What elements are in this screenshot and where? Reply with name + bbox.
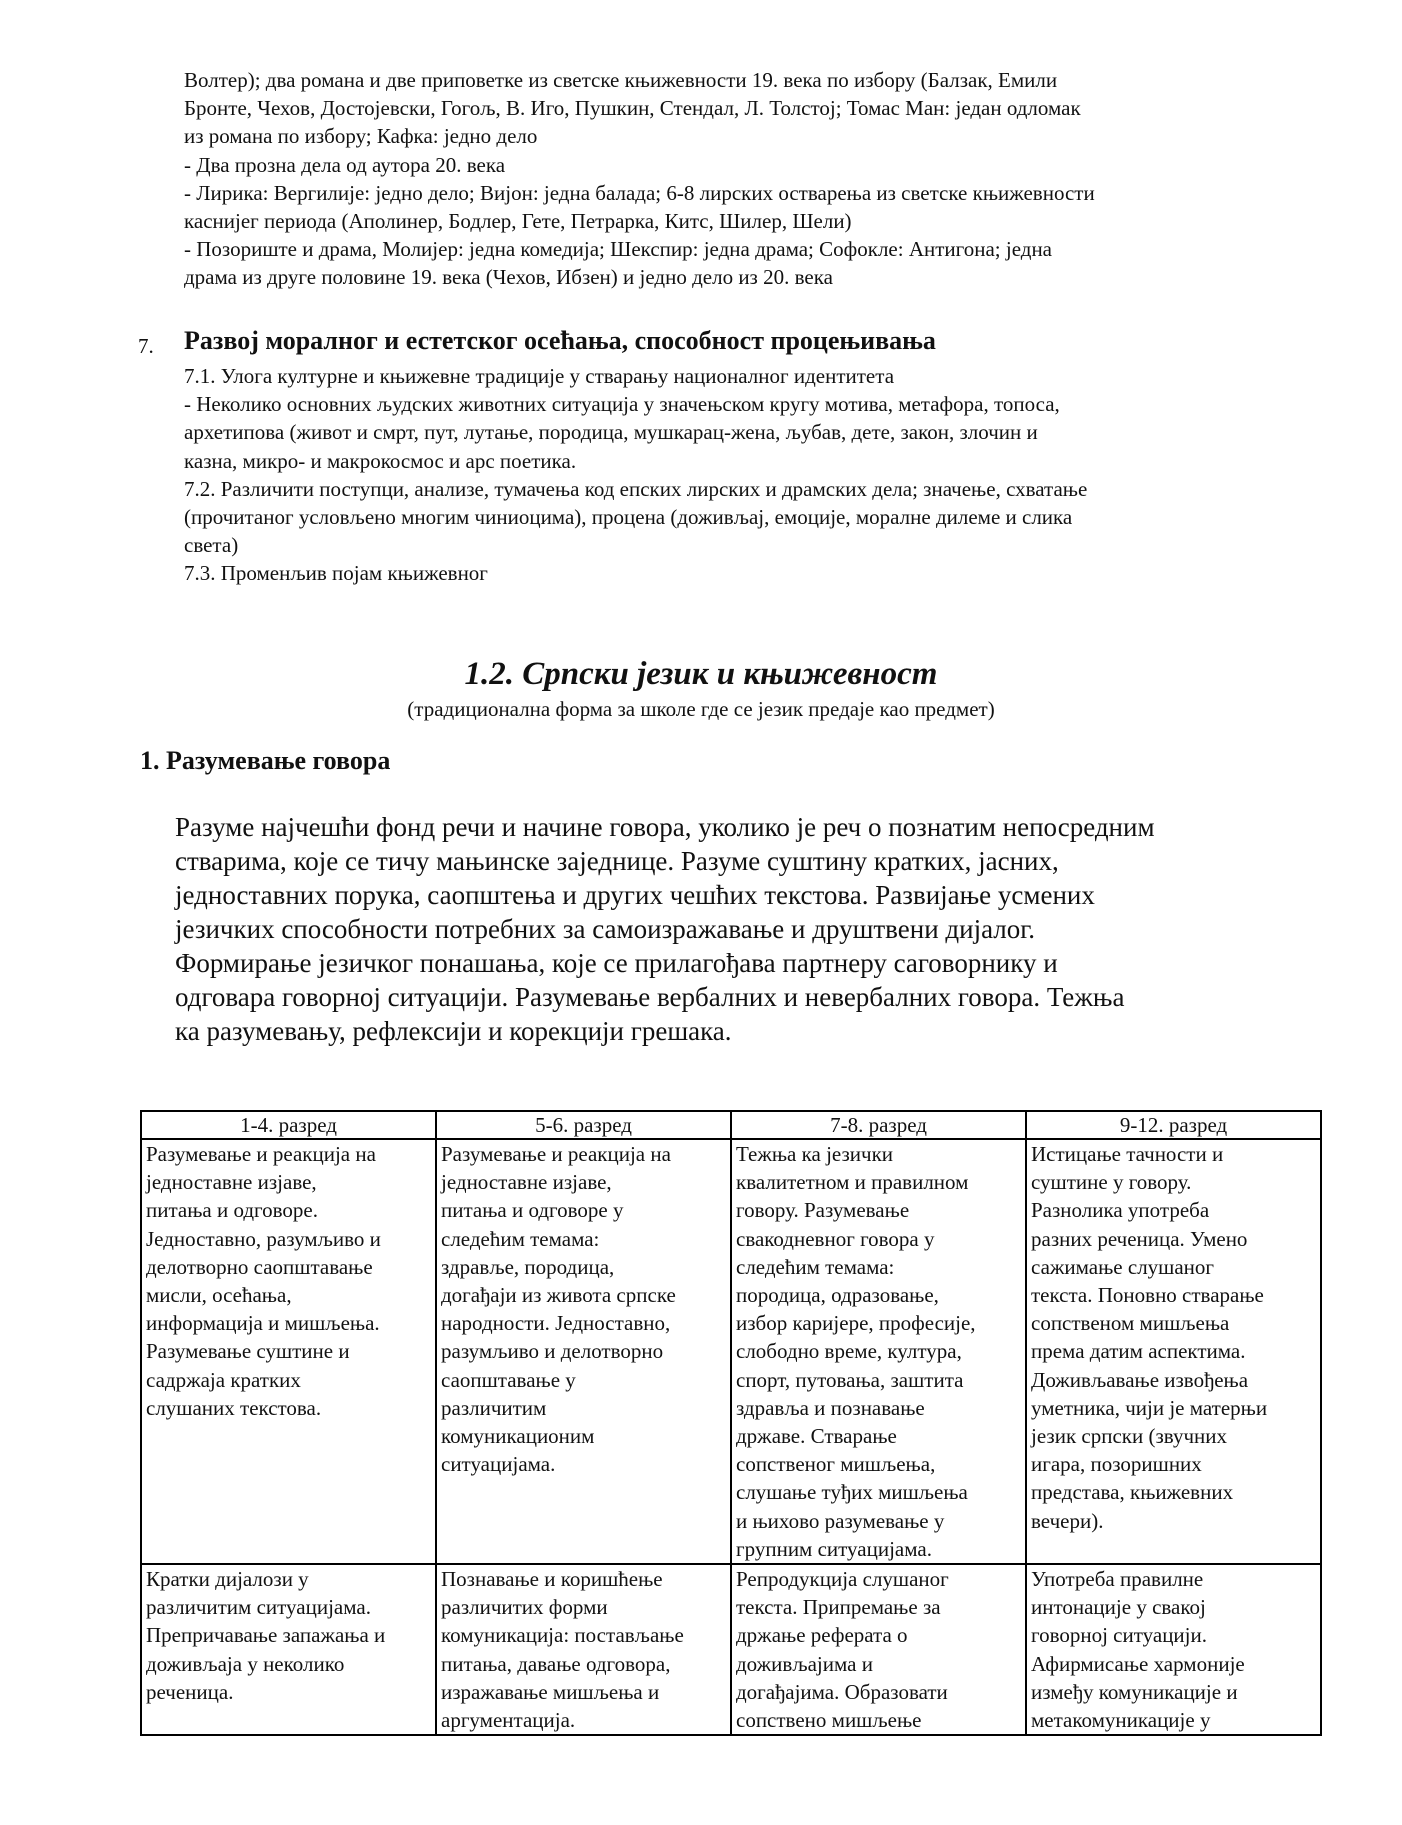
table-cell-grade-9-12 [1026, 1564, 1321, 1735]
literature-list-continuation [184, 66, 1264, 292]
cell-line: Афирмисање хармоније [1031, 1651, 1245, 1676]
text-line: ка разумевању, рефлексији и корекцији грешака. [175, 1016, 732, 1046]
cell-line: Разнолика употреба [1031, 1198, 1210, 1223]
cell-line: разумљиво и делотворно [441, 1339, 664, 1364]
column-header-grade-5-6: 5-6. разред [436, 1111, 731, 1139]
cell-line: вечери). [1031, 1508, 1104, 1533]
cell-line: државе. Стварање [736, 1424, 897, 1449]
cell-line: аргументација. [441, 1708, 576, 1733]
text-line: одговара говорној ситуацији. Разумевање вербалних и невербалних говора. Тежња [175, 982, 1125, 1012]
cell-line: држање реферата о [736, 1623, 908, 1648]
text-line: 7.3. Променљив појам књижевног [184, 561, 488, 586]
text-line: - Два прозна дела од аутора 20. века [184, 152, 506, 177]
text-line: 7.1. Улога културне и књижевне традиције у стварању националног идентитета [184, 364, 895, 388]
subsection-header [0, 654, 1402, 722]
column-header-grade-9-12: 9-12. разред [1026, 1111, 1321, 1139]
cell-line: метакомуникације у [1031, 1708, 1211, 1733]
text-line: каснијег периода (Аполинер, Бодлер, Гете, Петрарка, Китс, Шилер, Шели) [184, 209, 852, 234]
cell-line: представа, књижевних [1031, 1480, 1234, 1505]
cell-line: здравља и познавање [736, 1395, 925, 1420]
cell-line: различитих форми [441, 1595, 608, 1620]
table-cell-grade-1-4 [141, 1139, 436, 1564]
cell-line: Разумевање и реакција на [441, 1142, 671, 1166]
cell-line: слушање туђих мишљења [736, 1480, 968, 1505]
cell-line: игара, позоришних [1031, 1452, 1202, 1477]
text-line: - Лирика: Вергилије: једно дело; Вијон: једна балада; 6-8 лирских остварења из светске књижевности [184, 180, 1095, 205]
cell-line: и њихово разумевање у [736, 1508, 945, 1533]
cell-line: следећим темама: [441, 1226, 600, 1251]
cell-line: уметника, чији је матерњи [1031, 1395, 1268, 1420]
cell-line: Употреба правилне [1031, 1567, 1204, 1592]
cell-line: ситуацијама. [441, 1452, 556, 1477]
section-heading: Развој моралног и естетског осећања, способност процењивања [184, 326, 936, 355]
section-body [184, 362, 1274, 588]
cell-line: између комуникације и [1031, 1679, 1238, 1704]
section-1-paragraph [175, 810, 1285, 1048]
cell-line: текста. Припремање за [736, 1595, 941, 1620]
cell-line: Истицање тачности и [1031, 1142, 1224, 1166]
text-line: драма из друге половине 19. века (Чехов, Ибзен) и једно дело из 20. века [184, 265, 833, 290]
text-line: Разуме најчешћи фонд речи и начине говора, уколико је реч о познатим непосредним [175, 812, 1155, 842]
cell-line: спорт, путовања, заштита [736, 1367, 964, 1392]
table-cell-grade-9-12 [1026, 1139, 1321, 1564]
cell-line: здравље, породица, [441, 1254, 615, 1279]
cell-line: догађаји из живота српске [441, 1283, 676, 1308]
cell-line: различитим [441, 1395, 547, 1420]
cell-line: квалитетном и правилном [736, 1170, 969, 1195]
text-line: - Неколико основних људских животних ситуација у значењском кругу мотива, метафора, топоса, [184, 392, 1060, 417]
cell-line: Кратки дијалози у [146, 1567, 309, 1592]
table-cell-grade-5-6 [436, 1139, 731, 1564]
cell-line: сопственог мишљења, [736, 1452, 936, 1477]
cell-line: Репродукција слушаног [736, 1567, 949, 1592]
table-cell-grade-1-4 [141, 1564, 436, 1735]
cell-line: сажимање слушаног [1031, 1254, 1215, 1279]
text-line: казна, микро- и макрокосмос и арс поетика. [184, 448, 577, 473]
cell-line: следећим темама: [736, 1254, 895, 1279]
cell-line: према датим аспектима. [1031, 1339, 1246, 1364]
text-line: Формирање језичког понашања, које се прилагођава партнеру саговорнику и [175, 948, 1058, 978]
column-header-grade-1-4: 1-4. разред [141, 1111, 436, 1139]
cell-line: изражавање мишљења и [441, 1679, 660, 1704]
cell-line: слободно време, култура, [736, 1339, 962, 1364]
cell-line: саопштавање у [441, 1367, 576, 1392]
text-line: из романа по избору; Кафка: једно дело [184, 124, 538, 149]
cell-line: комуникација: постављање [441, 1623, 684, 1648]
cell-line: породица, одразовање, [736, 1283, 939, 1308]
cell-line: питања и одговоре у [441, 1198, 624, 1223]
cell-line: мисли, осећања, [146, 1283, 292, 1308]
cell-line: говору. Разумевање [736, 1198, 910, 1223]
cell-line: садржаја кратких [146, 1367, 301, 1392]
table-cell-grade-7-8 [731, 1139, 1026, 1564]
text-line: једноставних порука, саопштења и других чешћих текстова. Развијање усмених [175, 880, 1095, 910]
cell-line: комуникационим [441, 1424, 595, 1449]
cell-line: текста. Поновно стварање [1031, 1283, 1264, 1308]
cell-line: говорној ситуацији. [1031, 1623, 1207, 1648]
cell-line: сопственом мишљења [1031, 1311, 1230, 1336]
section-1-heading: 1. Разумевање говора [140, 746, 391, 775]
cell-line: народности. Једноставно, [441, 1311, 671, 1336]
cell-line: језик српски (звучних [1031, 1424, 1227, 1449]
cell-line: реченица. [146, 1679, 234, 1704]
table-header-row [141, 1111, 1321, 1139]
cell-line: групним ситуацијама. [736, 1536, 932, 1561]
cell-line: питања и одговоре. [146, 1198, 318, 1223]
cell-line: разних реченица. Умено [1031, 1226, 1248, 1251]
cell-line: питања, давање одговора, [441, 1651, 671, 1676]
text-line: Бронте, Чехов, Достојевски, Гогољ, В. Иго, Пушкин, Стендал, Л. Толстој; Томас Ман: један одломак [184, 96, 1081, 121]
cell-line: Препричавање запажања и [146, 1623, 386, 1648]
cell-line: Разумевање и реакција на [146, 1142, 376, 1166]
cell-line: информација и мишљења. [146, 1311, 380, 1336]
text-line: - Позориште и драма, Молијер: једна комедија; Шекспир: једна драма; Софокле: Антигона; једна [184, 237, 1053, 262]
text-line: Волтер); два романа и две приповетке из светске књижевности 19. века по избору (Балзак, Емили [184, 68, 1058, 92]
text-line: (прочитаног условљено многим чиниоцима), процена (доживљај, емоције, моралне дилеме и слика [184, 505, 1073, 530]
cell-line: интонације у свакој [1031, 1595, 1206, 1620]
subsection-title: 1.2. Српски језик и књижевност [464, 656, 938, 692]
table-cell-grade-5-6 [436, 1564, 731, 1735]
cell-line: Тежња ка језички [736, 1142, 894, 1166]
cell-line: доживљаја у неколико [146, 1651, 345, 1676]
cell-line: једноставне изјаве, [441, 1170, 612, 1195]
text-line: света) [184, 533, 239, 558]
table-row [141, 1564, 1321, 1735]
cell-line: Познавање и коришћење [441, 1567, 663, 1592]
cell-line: Једноставно, разумљиво и [146, 1226, 381, 1251]
cell-line: Разумевање суштине и [146, 1339, 350, 1364]
text-line: стварима, које се тичу мањинске заједнице. Разуме суштину кратких, јасних, [175, 846, 1059, 876]
cell-line: слушаних текстова. [146, 1395, 322, 1420]
column-header-grade-7-8: 7-8. разред [731, 1111, 1026, 1139]
cell-line: избор каријере, професије, [736, 1311, 976, 1336]
cell-line: Доживљавање извођења [1031, 1367, 1249, 1392]
text-line: архетипова (живот и смрт, пут, лутање, породица, мушкарац-жена, љубав, дете, закон, злочин и [184, 420, 1038, 445]
text-line: језичких способности потребних за самоизражавање и друштвени дијалог. [175, 914, 1036, 944]
cell-line: доживљајима и [736, 1651, 873, 1676]
cell-line: различитим ситуацијама. [146, 1595, 371, 1620]
cell-line: догађајима. Образовати [736, 1679, 948, 1704]
cell-line: једноставне изјаве, [146, 1170, 317, 1195]
cell-line: делотворно саопштавање [146, 1254, 373, 1279]
grade-table [140, 1110, 1322, 1736]
cell-line: свакодневног говора у [736, 1226, 935, 1251]
subsection-subtitle: (традиционална форма за школе где се језик предаје као предмет) [407, 697, 995, 721]
cell-line: сопствено мишљење [736, 1708, 922, 1733]
table-cell-grade-7-8 [731, 1564, 1026, 1735]
text-line: 7.2. Различити поступци, анализе, тумачења код епских лирских и драмских дела; значење, схватање [184, 476, 1088, 501]
cell-line: суштине у говору. [1031, 1170, 1192, 1195]
section-number: 7. [138, 334, 154, 358]
table-row [141, 1139, 1321, 1564]
